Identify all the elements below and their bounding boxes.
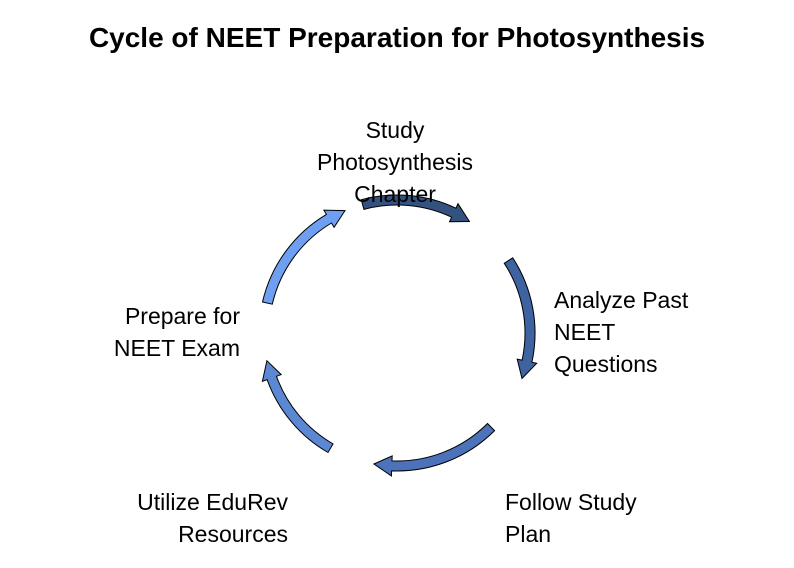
step-label-study-chapter: Study Photosynthesis Chapter [317, 117, 473, 207]
step-label-prepare-exam: Prepare for NEET Exam [113, 303, 240, 361]
step-label-utilize-resources: Utilize EduRev Resources [137, 489, 288, 547]
diagram-title: Cycle of NEET Preparation for Photosynthesis [88, 22, 706, 53]
cycle-arrow-2 [504, 258, 536, 379]
step-label-follow-plan: Follow Study Plan [505, 489, 637, 547]
cycle-arrow-3 [374, 424, 495, 476]
cycle-arrow-4 [262, 361, 333, 453]
step-label-analyze-questions: Analyze Past NEET Questions [554, 287, 689, 377]
cycle-arrow-5 [263, 210, 346, 304]
